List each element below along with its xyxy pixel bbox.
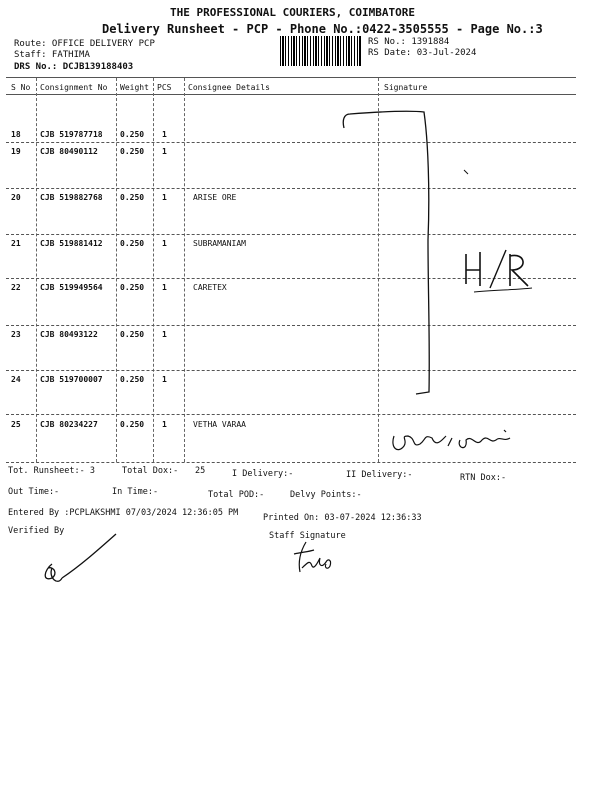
row-consignment-no: CJB 519882768 — [40, 193, 103, 202]
column-divider — [36, 78, 37, 462]
row-consignee: ARISE ORE — [193, 193, 237, 202]
column-divider — [116, 78, 117, 462]
row-consignment-no: CJB 519787718 — [40, 130, 103, 139]
row-separator — [6, 188, 576, 189]
row-consignment-no: CJB 80234227 — [40, 420, 98, 429]
col-header-sno: S No — [11, 83, 31, 92]
row-consignee: SUBRAMANIAM — [193, 239, 246, 248]
drs-number: DRS No.: DCJB139188403 — [14, 62, 134, 72]
row-pcs: 1 — [162, 375, 167, 384]
row-sno: 24 — [11, 375, 21, 384]
row-sno: 23 — [11, 330, 21, 339]
i-delivery: I Delivery:- — [232, 469, 294, 479]
delvy-points: Delvy Points:- — [290, 490, 362, 500]
total-dox-label: Total Dox:- — [122, 466, 179, 476]
row-weight: 0.250 — [120, 193, 145, 202]
row-weight: 0.250 — [120, 147, 145, 156]
row-weight: 0.250 — [120, 130, 145, 139]
total-dox-value: 25 — [195, 466, 206, 476]
row-weight: 0.250 — [120, 283, 145, 292]
row-weight: 0.250 — [120, 239, 145, 248]
row-pcs: 1 — [162, 193, 167, 202]
row-consignee: CARETEX — [193, 283, 227, 292]
row-pcs: 1 — [162, 420, 167, 429]
in-time: In Time:- — [112, 487, 159, 497]
handwritten-hr-mark — [454, 240, 544, 300]
row-pcs: 1 — [162, 147, 167, 156]
rs-number: RS No.: 1391884 — [368, 37, 450, 47]
row-sno: 22 — [11, 283, 21, 292]
col-header-pcs: PCS — [157, 83, 172, 92]
row-sno: 20 — [11, 193, 21, 202]
verified-by-signature — [34, 528, 124, 588]
col-header-signature: Signature — [384, 83, 428, 92]
rtn-dox: RTN Dox:- — [460, 473, 507, 483]
handwritten-receiver-signature — [386, 418, 526, 462]
row-consignment-no: CJB 519881412 — [40, 239, 103, 248]
row-separator — [6, 325, 576, 326]
row-sno: 19 — [11, 147, 21, 156]
route-label: Route: OFFICE DELIVERY PCP — [14, 39, 155, 49]
row-sno: 18 — [11, 130, 21, 139]
runsheet-title: Delivery Runsheet - PCP - Phone No.:0422-3505555 - Page No.:3 — [102, 22, 543, 36]
col-header-consignment: Consignment No — [40, 83, 108, 92]
company-name: THE PROFESSIONAL COURIERS, COIMBATORE — [170, 6, 416, 19]
row-consignment-no: CJB 80490112 — [40, 147, 98, 156]
row-consignment-no: CJB 519700007 — [40, 375, 103, 384]
rs-date: RS Date: 03-Jul-2024 — [368, 48, 477, 58]
barcode-image — [280, 36, 362, 66]
row-consignment-no: CJB 80493122 — [40, 330, 98, 339]
tot-runsheet: Tot. Runsheet:- 3 — [8, 466, 95, 476]
row-consignment-no: CJB 519949564 — [40, 283, 103, 292]
row-separator — [6, 414, 576, 415]
col-header-consignee: Consignee Details — [188, 83, 270, 92]
verified-by: Verified By — [8, 526, 65, 536]
row-pcs: 1 — [162, 130, 167, 139]
total-pod: Total POD:- — [208, 490, 265, 500]
printed-on: Printed On: 03-07-2024 12:36:33 — [263, 513, 422, 523]
row-separator — [6, 462, 576, 463]
ii-delivery: II Delivery:- — [346, 470, 413, 480]
entered-by: Entered By :PCPLAKSHMI 07/03/2024 12:36:05 PM — [8, 508, 239, 518]
row-sno: 21 — [11, 239, 21, 248]
staff-signature-label: Staff Signature — [269, 531, 346, 541]
row-pcs: 1 — [162, 283, 167, 292]
column-divider — [184, 78, 185, 462]
row-weight: 0.250 — [120, 375, 145, 384]
row-consignee: VETHA VARAA — [193, 420, 246, 429]
row-pcs: 1 — [162, 239, 167, 248]
col-header-weight: Weight — [120, 83, 149, 92]
row-sno: 25 — [11, 420, 21, 429]
header-bottom-border — [6, 94, 576, 95]
row-pcs: 1 — [162, 330, 167, 339]
staff-signature-image — [288, 538, 338, 578]
row-separator — [6, 142, 576, 143]
row-weight: 0.250 — [120, 330, 145, 339]
out-time: Out Time:- — [8, 487, 60, 497]
signature-bracket-scribble — [336, 100, 446, 400]
column-divider — [153, 78, 154, 462]
table-top-border — [6, 77, 576, 78]
row-separator — [6, 234, 576, 235]
staff-label: Staff: FATHIMA — [14, 50, 90, 60]
row-weight: 0.250 — [120, 420, 145, 429]
row-separator — [6, 370, 576, 371]
